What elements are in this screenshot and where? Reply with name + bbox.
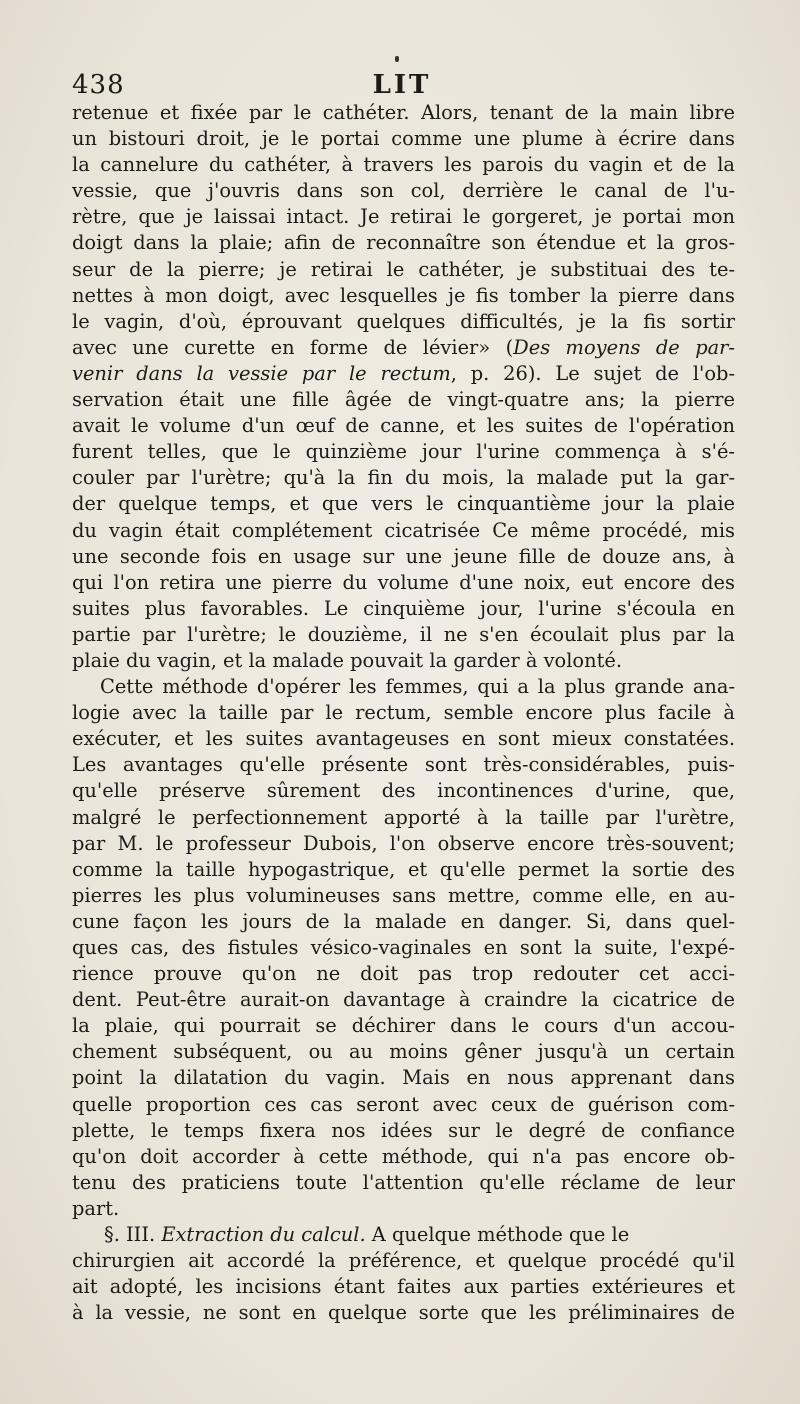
running-title: LIT (372, 70, 432, 100)
section-heading-line (72, 1222, 735, 1248)
text-line: un bistouri droit, je le portai comme une plume à écrire dans (72, 127, 735, 151)
text-line: partie par l'urètre; le douzième, il ne s'en écoulait plus par la (72, 622, 735, 646)
text-line: chirurgien ait accordé la préférence, et quelque procédé qu'il (72, 1249, 735, 1273)
text-line: Les avantages qu'elle présente sont très-considérables, puis- (72, 753, 735, 777)
text-line: plaie du vagin, et la malade pouvait la garder à volonté. (72, 648, 623, 672)
text-line: cune façon les jours de la malade en danger. Si, dans quel- (72, 909, 735, 933)
text-line: servation était une fille âgée de vingt-quatre ans; la pierre (72, 388, 735, 412)
text-line: nettes à mon doigt, avec lesquelles je fis tomber la pierre dans (72, 283, 735, 307)
line-roman-part: , p. 26). Le sujet de l'ob- (450, 361, 735, 385)
text-line: chement subséquent, ou au moins gêner jusqu'à un certain (72, 1040, 735, 1064)
text-line: part. (72, 1196, 120, 1220)
text-line: qu'elle préserve sûrement des incontinences d'urine, que, (72, 779, 735, 803)
line-roman-part: avec une curette en forme de lévier» ( (72, 335, 514, 359)
text-line: furent telles, que le quinzième jour l'urine commença à s'é- (72, 440, 735, 464)
text-line: couler par l'urètre; qu'à la fin du mois, la malade put la gar- (72, 466, 735, 490)
text-line: rience prouve qu'on ne doit pas trop redouter cet acci- (72, 962, 735, 986)
text-line: qu'on doit accorder à cette méthode, qui n'a pas encore ob- (72, 1144, 735, 1168)
text-line: ques cas, des fistules vésico-vaginales en sont la suite, l'expé- (72, 936, 735, 959)
page-number: 438 (72, 70, 125, 100)
text-line: la cannelure du cathéter, à travers les parois du vagin et de la (72, 153, 735, 177)
text-line: comme la taille hypogastrique, et qu'elle permet la sortie des (72, 857, 735, 881)
text-line: seur de la pierre; je retirai le cathéter, je substituai des te- (72, 257, 735, 281)
text-line: exécuter, et les suites avantageuses en sont mieux constatées. (72, 727, 735, 751)
text-line: ait adopté, les incisions étant faites aux parties extérieures et (72, 1275, 735, 1299)
text-line: qui l'on retira une pierre du volume d'une noix, eut encore des (72, 570, 735, 594)
text-line (72, 335, 735, 361)
text-line: à la vessie, ne sont en quelque sorte que les préliminaires de (72, 1301, 735, 1325)
text-line (72, 361, 735, 387)
text-line: quelle proportion ces cas seront avec ceux de guérison com- (72, 1092, 735, 1116)
text-line: pierres les plus volumineuses sans mettre, comme elle, en au- (72, 883, 735, 907)
text-line: rètre, que je laissai intact. Je retirai le gorgeret, je portai mon (72, 205, 735, 229)
page-header (72, 70, 732, 100)
text-line: Cette méthode d'opérer les femmes, qui a la plus grande ana- (100, 675, 735, 699)
text-line: tenu des praticiens toute l'attention qu'elle réclame de leur (72, 1170, 735, 1194)
text-line: le vagin, d'où, éprouvant quelques difficultés, je la fis sortir (72, 309, 735, 333)
body-text (72, 100, 735, 1326)
ink-speck (395, 56, 399, 62)
text-line: dent. Peut-être aurait-on davantage à craindre la cicatrice de (72, 988, 735, 1012)
line-italic-part: Des moyens de par- (513, 335, 735, 359)
text-line: plette, le temps fixera nos idées sur le degré de confiance (72, 1118, 735, 1142)
text-line: malgré le perfectionnement apporté à la taille par l'urètre, (72, 805, 735, 829)
line-roman-part: §. III. (104, 1223, 162, 1247)
text-line: avait le volume d'un œuf de canne, et les suites de l'opération (72, 414, 735, 438)
text-line: logie avec la taille par le rectum, semble encore plus facile à (72, 701, 735, 725)
text-line: du vagin était complétement cicatrisée Ce même procédé, mis (72, 518, 735, 542)
text-line: retenue et fixée par le cathéter. Alors, tenant de la main libre (72, 101, 735, 124)
text-line: par M. le professeur Dubois, l'on observe encore très-souvent; (72, 831, 735, 855)
text-line: der quelque temps, et que vers le cinquantième jour la plaie (72, 492, 735, 516)
text-line: vessie, que j'ouvris dans son col, derrière le canal de l'u- (72, 179, 735, 203)
line-italic-part: venir dans la vessie par le rectum (72, 361, 451, 385)
text-line: point la dilatation du vagin. Mais en nous apprenant dans (72, 1066, 735, 1090)
text-line: suites plus favorables. Le cinquième jour, l'urine s'écoula en (72, 596, 735, 620)
text-line: doigt dans la plaie; afin de reconnaître son étendue et la gros- (72, 231, 735, 255)
line-italic-part: Extraction du calcul. (161, 1223, 366, 1247)
text-line: la plaie, qui pourrait se déchirer dans le cours d'un accou- (72, 1014, 735, 1038)
text-line: une seconde fois en usage sur une jeune fille de douze ans, à (72, 544, 735, 568)
line-roman-part: A quelque méthode que le (365, 1223, 630, 1247)
